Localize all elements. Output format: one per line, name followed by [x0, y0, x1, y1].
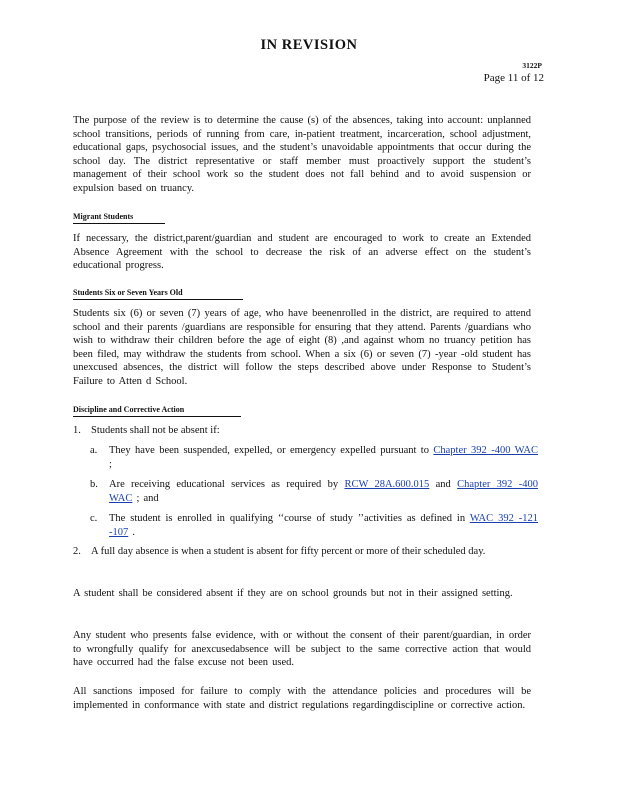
sub-letter: a.	[90, 445, 98, 456]
link-wac-392-121-107[interactable]: WAC 392 -121 -107	[109, 513, 538, 538]
page-number: Page 11 of 12	[483, 72, 544, 84]
link-chapter-392-400[interactable]: Chapter 392 -400 WAC	[433, 445, 538, 456]
false-evidence-paragraph: Any student who presents false evidence, with or without the consent of their parent/guardian, in order to wrongfully qualify for anexcusedabsence will be subject to the same corrective action that would have occurred had the false excuse not been used.	[73, 630, 531, 669]
list-text: Students shall not be absent if:	[91, 425, 220, 436]
grounds-paragraph: A student shall be considered absent if they are on school grounds but not in their assigned setting.	[73, 588, 513, 599]
list-text: A full day absence is when a student is absent for fifty percent or more of their scheduled day.	[91, 546, 486, 557]
link-chapter-392-400-b[interactable]: Chapter 392 -400 WAC	[109, 479, 538, 504]
sub-text: The student is enrolled in qualifying ‘‘course of study ’’activities as defined in	[109, 513, 470, 524]
sub-letter: b.	[90, 479, 98, 490]
list-number: 2.	[73, 546, 81, 557]
policy-code: 3122P	[522, 61, 542, 70]
age-paragraph: Students six (6) or seven (7) years of age, who have beenenrolled in the district, are required to attend school and their parents /guardians are responsible for ensuring that they attend. Parents /guardians who wish to withdraw their children before the age of eight (8) ,and against whom no truancy petition has been filed, may withdraw the students from school. When a six (6) or seven (7) -year -old student has unexcused absences, the district will follow the steps described above under Response to Student’s Failure to Atten d School.	[73, 308, 531, 387]
sub-text: They have been suspended, expelled, or emergency expelled pursuant to	[109, 445, 434, 456]
link-rcw-28a-600-015[interactable]: RCW 28A.600.015	[344, 479, 430, 490]
sub-letter: c.	[90, 513, 98, 524]
document-page: IN REVISION 3122P Page 11 of 12 The purpose of the review is to determine the cause (s) of the absences, taking into account: unplanned school transitions, periods of running from care, in-patient treatment, incarceration, school adjustment, educational gaps, psychosocial issues, and the student’s unavoidable appointments that occur during the school day. The district representative or staff member must proactively support the student’s management of their school work so the student does not fall behind and to avoid suspension or expulsion based on truancy. Migrant Students If necessary, the district,parent/guardian and student are encouraged to work to create an Extended Absence Agreement with the school to decrease the risk of an adverse effect on the student’s educational progress. Students Six or Seven Years Old Students six (6) or seven (7) years of age, who have beenenrolled in the district, are required to attend school and their parents /guardians are responsible for ensuring that they attend. Parents /guardians who wish to withdraw their children before the age of eight (8) ,and against whom no truancy petition has been filed, may withdraw the students from school. When a six (6) or seven (7) -year -old student has unexcused absences, the district will follow the steps described above under Response to Student’s Failure to Atten d School. Discipline and Corrective Action 1. Students shall not be absent if: a. They have been suspended, expelled, or emergency expelled pursuant to Chapter 392 -400 WAC ; b. Are receiving educational services as required by RCW 28A.600.015 and Chapter 392 -400 WAC ; and c. The student is enrolled in qualifying ‘‘course of study ’’activities as defined in WAC 392 -121 -107 . 2. A full day absence is when a student is absent for fifty percent or more of their scheduled day. A student shall be considered absent if they are on school grounds but not in their assigned setting. Any student who presents false evidence, with or without the consent of their parent/guardian, in order to wrongfully qualify for anexcusedabsence will be subject to the same corrective action that would have occurred had the false excuse not been used. All sanctions imposed for failure to comply with the attendance policies and procedures will be implemented in conformance with state and district regulations regardingdiscipline or corrective action.	[0, 0, 618, 800]
sanctions-paragraph: All sanctions imposed for failure to comply with the attendance policies and procedures will be implemented in conformance with state and district regulations regardingdiscipline or corrective action.	[73, 686, 531, 711]
heading-migrant-students: Migrant Students	[73, 212, 165, 224]
heading-discipline: Discipline and Corrective Action	[73, 405, 241, 417]
heading-six-seven: Students Six or Seven Years Old	[73, 288, 243, 300]
page-title: IN REVISION	[260, 37, 358, 53]
sub-text: Are receiving educational services as required by	[109, 479, 345, 490]
migrant-paragraph: If necessary, the district,parent/guardian and student are encouraged to work to create an Extended Absence Agreement with the school to decrease the risk of an adverse effect on the student’s educational progress.	[73, 233, 531, 272]
list-number: 1.	[73, 425, 81, 436]
intro-paragraph: The purpose of the review is to determine the cause (s) of the absences, taking into account: unplanned school transitions, periods of running from care, in-patient treatment, incarceration, school adjustment, educational gaps, psychosocial issues, and the student’s unavoidable appointments that occur during the school day. The district representative or staff member must proactively support the student’s management of their school work so the student does not fall behind and to avoid suspension or expulsion based on truancy.	[73, 115, 531, 194]
